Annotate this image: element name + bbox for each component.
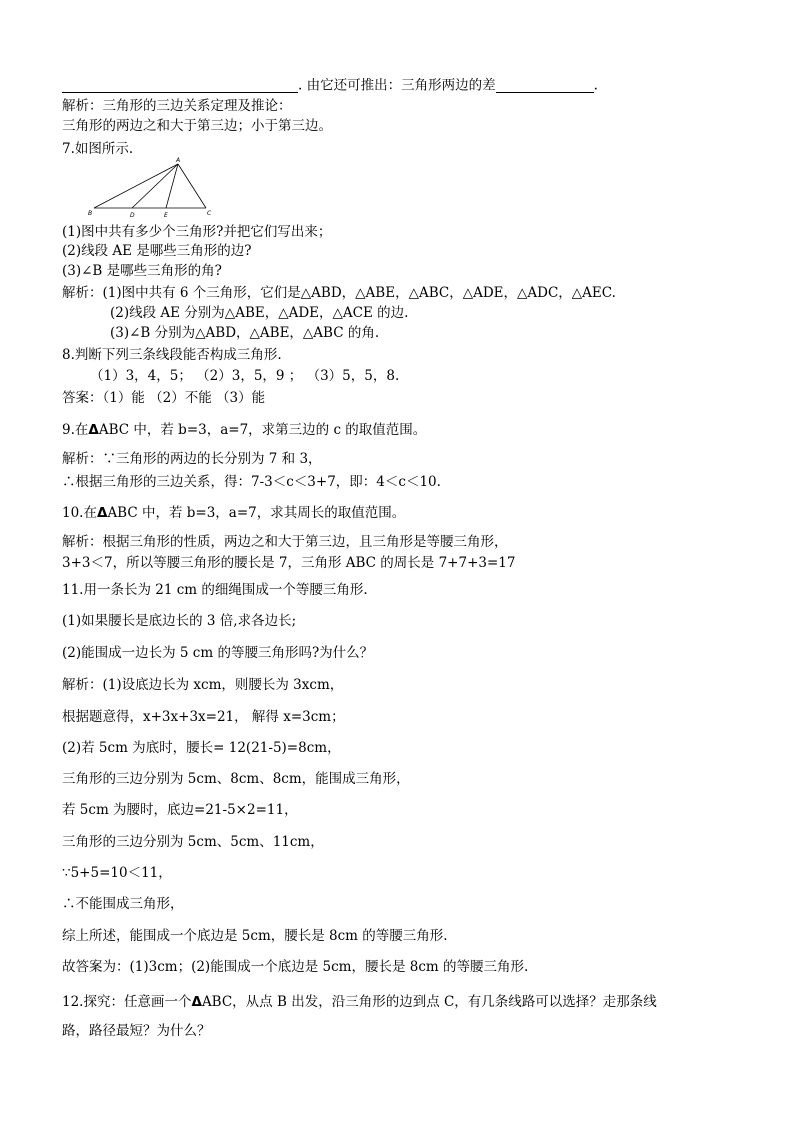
answer-8: 答案：（1）能 （2）不能 （3）能 <box>62 390 266 406</box>
delta-symbol: Δ <box>96 505 108 521</box>
question-7: 7.如图所示. <box>62 141 134 157</box>
answer-9-2: ∴根据三角形的三边关系，得：7-3＜c＜3+7，即：4＜c＜10. <box>62 474 441 490</box>
answer-9-1: 解析：∵三角形的两边的长分别为 7 和 3， <box>62 451 322 467</box>
question-8: 8.判断下列三条线段能否构成三角形. <box>62 347 282 363</box>
answer-11-1: 解析：(1)设底边长为 xcm，则腰长为 3xcm， <box>62 677 344 693</box>
answer-blank-1 <box>62 78 298 93</box>
label-d: D <box>130 212 135 219</box>
question-8-options: （1）3，4，5； （2）3，5，9 ； （3）5，5，8. <box>90 368 400 384</box>
question-11-1: (1)如果腰长是底边长的 3 倍,求各边长; <box>62 613 297 629</box>
triangle-figure <box>86 156 218 222</box>
answer-10-1: 解析：根据三角形的性质，两边之和大于第三边，且三角形是等腰三角形， <box>62 534 508 550</box>
delta-symbol: Δ <box>191 994 202 1010</box>
answer-11-6: 三角形的三边分别为 5cm、5cm、11cm， <box>62 834 324 850</box>
text-span: ABC 中，若 b=3，a=7，求其周长的取值范围。 <box>107 505 406 521</box>
line-1 <box>62 78 598 93</box>
text-span: 9.在 <box>62 422 89 438</box>
question-12-line-2: 路，路径最短？为什么？ <box>62 1023 211 1039</box>
text-span: . <box>593 77 598 94</box>
answer-11-10: 故答案为：(1)3cm；(2)能围成一个底边是 5cm，腰长是 8cm 的等腰三角形. <box>62 959 529 975</box>
answer-11-5: 若 5cm 为腰时，底边=21-5×2=11， <box>62 802 298 818</box>
text-span: ABC 中，若 b=3，a=7，求第三边的 c 的取值范围。 <box>98 422 427 438</box>
text-span: 12.探究：任意画一个 <box>62 994 192 1010</box>
label-c: C <box>207 210 212 217</box>
text-span: . 由它还可推出：三角形两边的差 <box>298 77 496 94</box>
answer-11-3: (2)若 5cm 为底时，腰长= 12(21-5)=8cm， <box>62 740 341 756</box>
label-a: A <box>176 157 181 164</box>
line-3: 三角形的两边之和大于第三边；小于第三边。 <box>62 118 332 134</box>
answer-11-7: ∵5+5=10＜11， <box>62 865 172 881</box>
line-2: 解析：三角形的三边关系定理及推论： <box>62 98 292 114</box>
question-9 <box>62 424 426 438</box>
question-7-3: (3)∠B 是哪些三角形的角? <box>62 263 222 279</box>
text-span: ABC，从点 B 出发，沿三角形的边到点 C，有几条线路可以选择？走那条线 <box>201 994 657 1010</box>
answer-7-2: (2)线段 AE 分别为△ABE，△ADE，△ACE 的边. <box>110 305 409 321</box>
delta-symbol: Δ <box>88 422 99 438</box>
answer-7-1: 解析：(1)图中共有 6 个三角形，它们是△ABD，△ABE，△ABC，△ADE，△ADC，△AEC. <box>62 285 616 301</box>
label-b: B <box>88 210 93 217</box>
answer-10-2: 3+3＜7，所以等腰三角形的腰长是 7，三角形 ABC 的周长是 7+7+3=17 <box>62 555 516 571</box>
question-11-2: (2)能围成一边长为 5 cm 的等腰三角形吗?为什么？ <box>62 645 374 661</box>
question-7-1: (1)图中共有多少个三角形?并把它们写出来； <box>62 224 332 240</box>
answer-11-8: ∴不能围成三角形， <box>62 896 184 912</box>
answer-blank-2 <box>496 78 594 93</box>
answer-11-9: 综上所述，能围成一个底边是 5cm，腰长是 8cm 的等腰三角形. <box>62 928 448 944</box>
answer-11-4: 三角形的三边分别为 5cm、8cm、8cm，能围成三角形， <box>62 771 410 787</box>
question-11: 11.用一条长为 21 cm 的细绳围成一个等腰三角形. <box>62 582 368 598</box>
question-12-line-1 <box>62 996 657 1010</box>
question-7-2: (2)线段 AE 是哪些三角形的边? <box>62 243 252 259</box>
answer-7-3: (3)∠B 分别为△ABD，△ABE，△ABC 的角. <box>110 325 380 341</box>
label-e: E <box>164 212 168 219</box>
answer-11-2: 根据题意得，x+3x+3x=21， 解得 x=3cm； <box>62 709 345 725</box>
text-span: 10.在 <box>62 505 97 521</box>
question-10 <box>62 507 405 521</box>
